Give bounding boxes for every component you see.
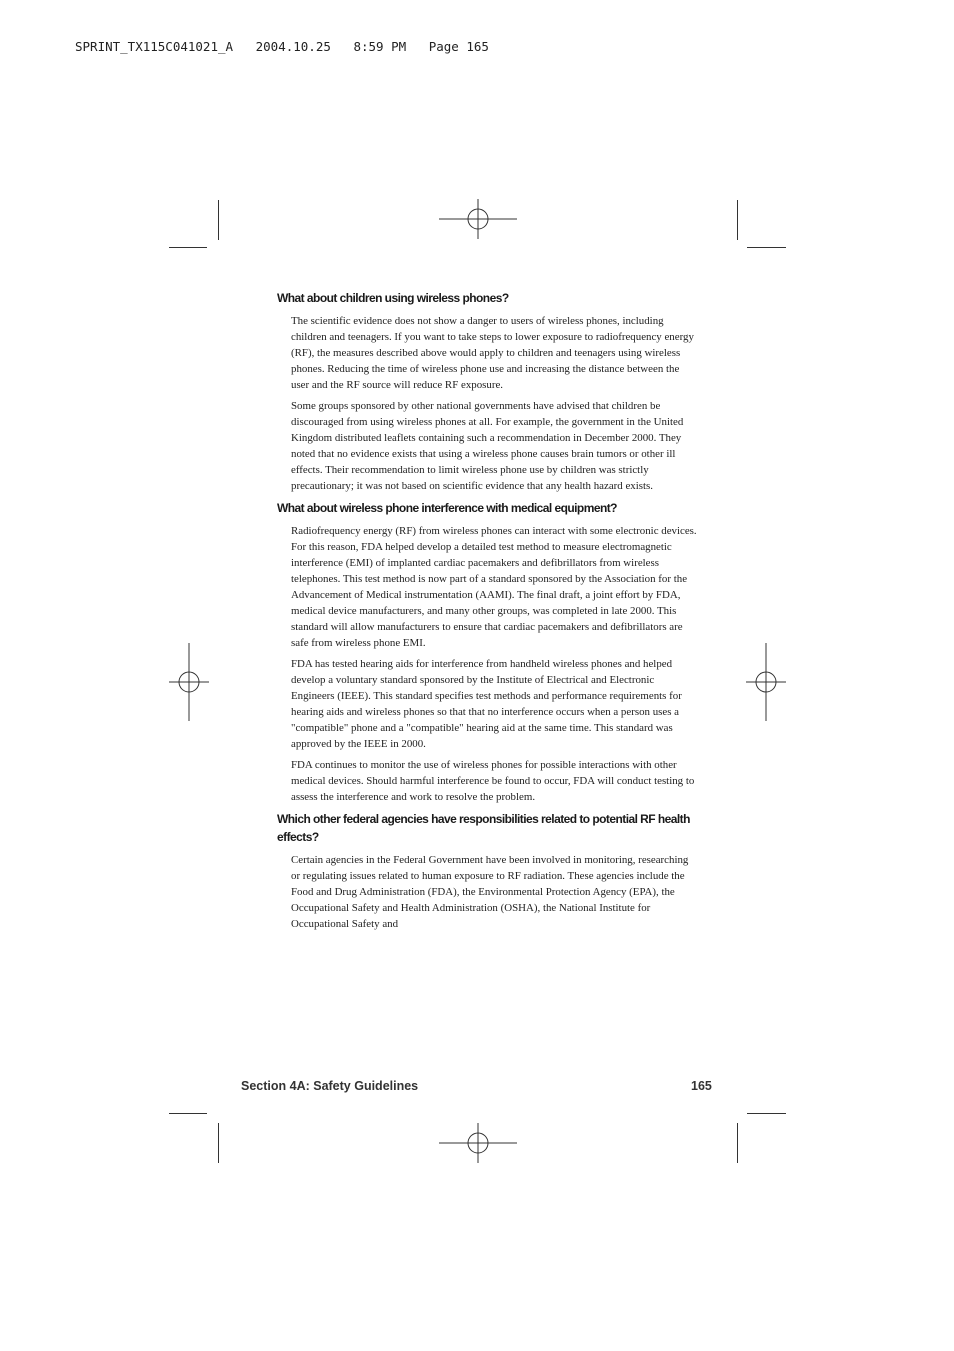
crop-mark-bottom-right-horizontal xyxy=(747,1113,786,1114)
registration-target-right-icon xyxy=(746,643,786,726)
paragraph: The scientific evidence does not show a danger to users of wireless phones, including children and teenagers. If you want to take steps to lower exposure to radiofrequency energy (RF), the measures described above would apply to children and teenagers using wireless phones. Reducing the time of wireless phone use and increasing the distance between the user and the RF source will reduce RF exposure. xyxy=(291,315,694,391)
section-heading: What about wireless phone interference with medical equipment? xyxy=(277,501,617,515)
crop-mark-bottom-right-vertical xyxy=(737,1123,738,1163)
print-slug: SPRINT_TX115C041021_A 2004.10.25 8:59 PM Page 165 xyxy=(75,39,489,54)
crop-mark-bottom-left-horizontal xyxy=(169,1113,207,1114)
section-federal-agencies xyxy=(277,810,697,932)
crop-mark-top-right-horizontal xyxy=(747,247,786,248)
registration-target-top-icon xyxy=(439,199,517,244)
crop-mark-bottom-left-vertical xyxy=(218,1123,219,1163)
paragraph: Some groups sponsored by other national governments have advised that children be discouraged from using wireless phones at all. For example, the government in the United Kingdom distributed leaflets containing such a recommendation in December 2000. They noted that no evidence exists that using a wireless phone causes brain tumors or other ill effects. Their recommendation to limit wireless phone use by children was strictly precautionary; it was not based on scientific evidence that any health hazard exists. xyxy=(291,400,684,492)
crop-mark-top-right-vertical xyxy=(737,200,738,240)
page-body xyxy=(277,289,697,937)
section-medical-interference xyxy=(277,499,697,805)
paragraph: FDA continues to monitor the use of wireless phones for possible interactions with other medical devices. Should harmful interference be found to occur, FDA will conduct testing to assess the interference and work to resolve the problem. xyxy=(291,759,695,803)
crop-mark-top-left-horizontal xyxy=(169,247,207,248)
crop-mark-top-left-vertical xyxy=(218,200,219,240)
paragraph: FDA has tested hearing aids for interference from handheld wireless phones and helped develop a voluntary standard sponsored by the Institute of Electrical and Electronic Engineers (IEEE). This standard specifies test methods and performance requirements for hearing aids and wireless phones so that that no interference occurs when a person uses a "compatible" phone and a "compatible" hearing aid at the same time. This standard was approved by the IEEE in 2000. xyxy=(291,658,682,750)
registration-target-bottom-icon xyxy=(439,1123,517,1168)
section-heading: Which other federal agencies have responsibilities related to potential RF health effects? xyxy=(277,812,690,844)
section-heading: What about children using wireless phones? xyxy=(277,291,509,305)
registration-target-left-icon xyxy=(169,643,209,726)
footer-section-label: Section 4A: Safety Guidelines xyxy=(241,1079,419,1093)
paragraph: Certain agencies in the Federal Government have been involved in monitoring, researching or regulating issues related to human exposure to RF radiation. These agencies include the Food and Drug Administration (FDA), the Environmental Protection Agency (EPA), the Occupational Safety and Health Administration (OSHA), the National Institute for Occupational Safety and xyxy=(291,854,689,930)
section-children xyxy=(277,289,697,494)
paragraph: Radiofrequency energy (RF) from wireless phones can interact with some electronic devices. For this reason, FDA helped develop a detailed test method to measure electromagnetic interference (EMI) of implanted cardiac pacemakers and defibrillators from wireless telephones. This test method is now part of a standard sponsored by the Association for the Advancement of Medical instrumentation (AAMI). The final draft, a joint effort by FDA, medical device manufacturers, and many other groups, was completed in late 2000. This standard will allow manufacturers to ensure that cardiac pacemakers and defibrillators are safe from wireless phone EMI. xyxy=(291,525,697,649)
footer-page-number: 165 xyxy=(691,1079,712,1093)
